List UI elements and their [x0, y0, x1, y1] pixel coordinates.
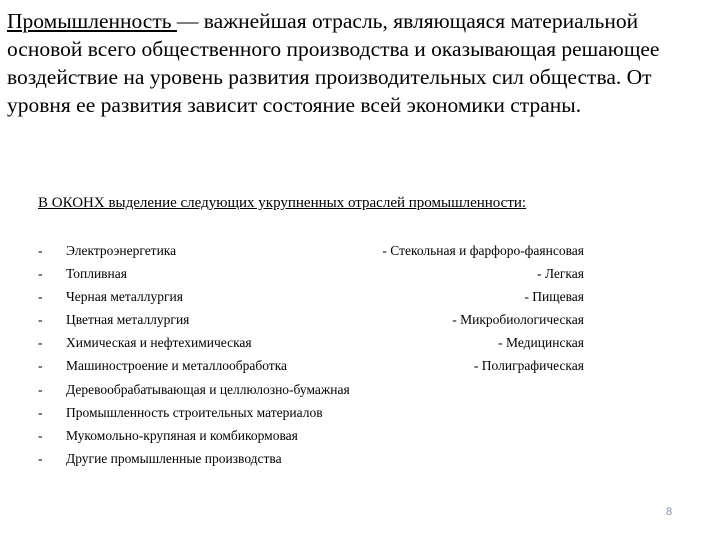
branch-left: Машиностроение и металлообработка [66, 358, 288, 374]
branch-right: - Легкая [536, 266, 584, 282]
branch-list [38, 242, 584, 473]
branch-right: - Стекольная и фарфоро-фаянсовая [382, 243, 584, 258]
bullet-dash: - [38, 289, 43, 305]
list-item [38, 450, 584, 473]
intro-definition: важнейшая отрасль, являющаяся материальной основой всего общественного производства и оказывающая решающее воздействие на уровень развития производительных сил общества. От уровня ее развития зависит состояние всей экономики страны. [7, 9, 660, 117]
list-item [38, 381, 584, 404]
bullet-dash: - [38, 335, 43, 351]
branch-left: Промышленность строительных материалов [66, 404, 323, 420]
branch-right: - Пищевая [524, 289, 584, 305]
branch-left: Цветная металлургия [66, 312, 190, 328]
branch-left: Черная металлургия [66, 289, 183, 305]
list-item [38, 334, 584, 357]
branch-left: Деревообрабатывающая и целлюлозно-бумажная [66, 381, 350, 397]
branch-left: Топливная [66, 266, 127, 282]
bullet-dash: - [38, 358, 43, 374]
bullet-dash: - [38, 266, 43, 282]
list-item [38, 404, 584, 427]
okonh-subheading: В ОКОНХ выделение следующих укрупненных отраслей промышленности: [38, 195, 527, 211]
list-item [38, 242, 584, 265]
bullet-dash: - [38, 243, 43, 258]
branch-right: - Медицинская [498, 335, 584, 351]
list-item [38, 288, 584, 311]
list-item [38, 427, 584, 450]
list-item [38, 311, 584, 334]
branch-right: - Микробиологическая [452, 312, 584, 328]
bullet-dash: - [38, 427, 43, 443]
branch-left: Химическая и нефтехимическая [66, 335, 252, 351]
branch-right: - Полиграфическая [473, 358, 584, 374]
bullet-dash: - [38, 404, 43, 420]
bullet-dash: - [38, 450, 43, 466]
branch-left: Другие промышленные производства [66, 450, 282, 466]
em-dash: — [176, 9, 199, 33]
term-industry: Промышленность [7, 9, 177, 33]
list-item [38, 265, 584, 288]
bullet-dash: - [38, 381, 43, 397]
branch-left: Мукомольно-крупяная и комбикормовая [66, 427, 298, 443]
bullet-dash: - [38, 312, 43, 328]
list-item [38, 357, 584, 380]
page-number: 8 [666, 506, 673, 518]
branch-left: Электроэнергетика [66, 243, 177, 258]
intro-paragraph [7, 7, 713, 119]
